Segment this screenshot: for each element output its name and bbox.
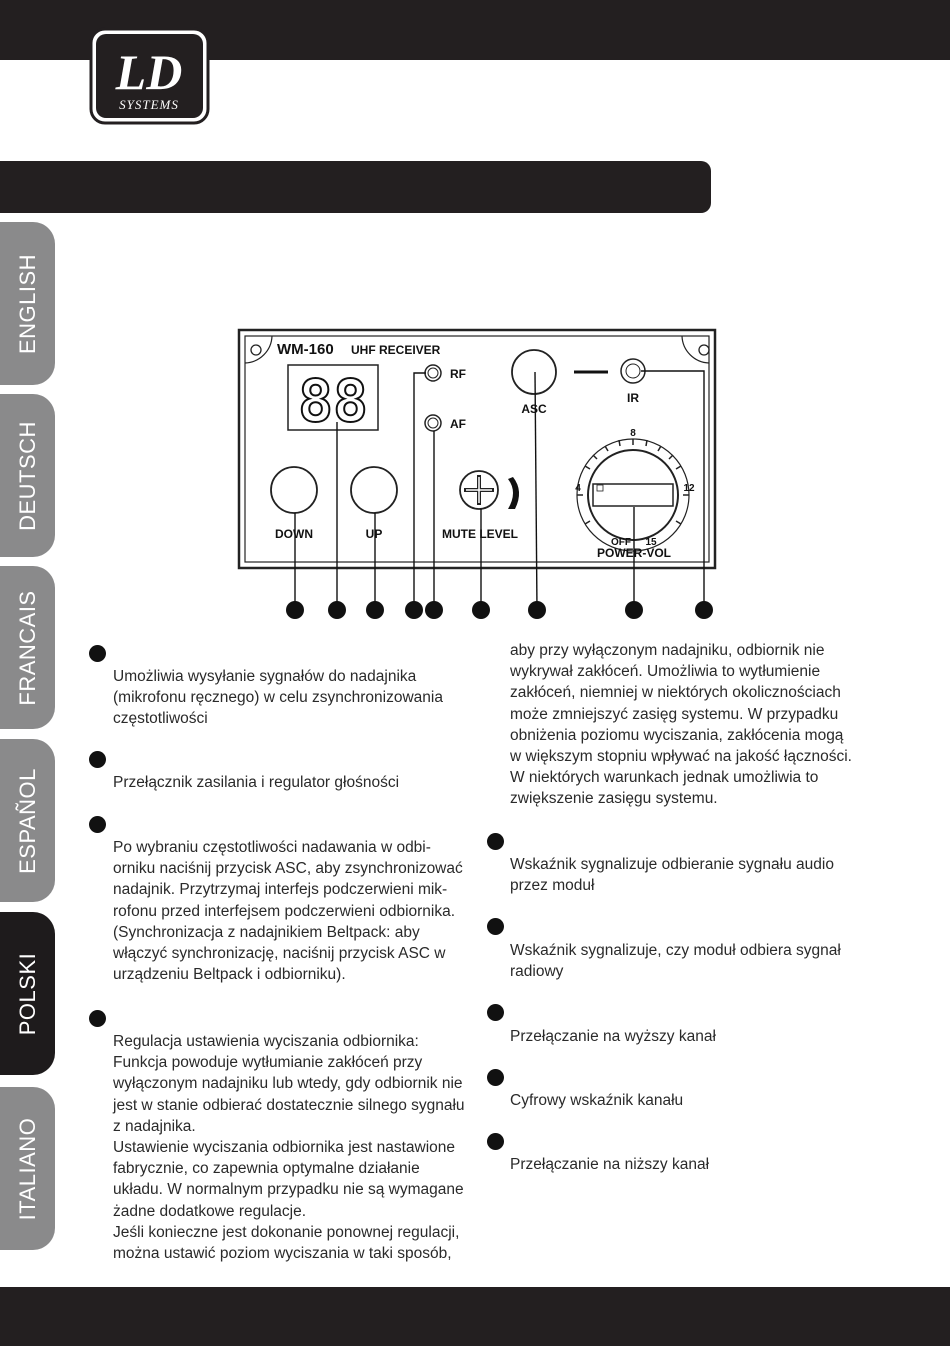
tab-label: POLSKI — [14, 952, 40, 1035]
right-item-2-text: Wskaźnik sygnalizuje, czy moduł odbiera sygnał radiowy — [510, 942, 841, 981]
bottom-bar — [0, 1287, 950, 1346]
af-label: AF — [450, 417, 466, 431]
left-item-3-text: Po wybraniu częstotliwości nadawania w odbi- orniku naciśnij przycisk ASC, aby zsynchronizować nadajnik. Przytrzymaj interfejs podczerwieni mik- rofonu przed interfejsem podczerwieni odbiornika. (Synchronizacja z nadajnikiem Beltpack: aby włączyć synchronizację, naciśnij przycisk ASC w urządzeniu Beltpack i odbiorniku). — [113, 839, 463, 984]
left-item-4-text: Regulacja ustawienia wyciszania odbiornika: Funkcja powoduje wytłumianie zakłóceń przy wyłączonym nadajniku lub wtedy, gdy odbiornik nie jest w stanie odbierać dostatecznie silnego sygnału z nadajnika. Ustawienie wyciszania odbiornika jest nastawione fabrycznie, co zapewnia optymalne działanie układu. W normalnym przypadku nie są wymagane żadne dodatkowe regulacje. Jeśli konieczne jest dokonanie ponownej regulacji, można ustawić poziom wyciszania w taki sposób, — [113, 1033, 465, 1263]
right-item-1-text: Wskaźnik sygnalizuje odbieranie sygnału audio przez moduł — [510, 856, 834, 895]
callout-dot-icon — [286, 601, 304, 619]
right-item-5-text: Przełączanie na niższy kanał — [510, 1156, 710, 1173]
bullet-dot-icon — [89, 1010, 106, 1027]
tab-francais[interactable] — [0, 566, 55, 729]
ld-systems-logo — [89, 27, 210, 125]
bullet-dot-icon — [487, 918, 504, 935]
right-continuation-text: aby przy wyłączonym nadajniku, odbiornik nie wykrywał zakłóceń. Umożliwia to wytłumienie zakłóceń, niemniej w niektórych okolicznościach może zmniejszyć zasięg systemu. W przypadku obniżenia poziomu wyciszania, zakłócenia mogą w większym stopniu wpływać na jakość łączności. W niektórych warunkach jednak umożliwia to zwiększenie zasięgu systemu. — [510, 642, 852, 808]
model-desc: UHF RECEIVER — [351, 343, 441, 357]
bullet-dot-icon — [487, 833, 504, 850]
bullet-dot-icon — [89, 816, 106, 833]
bullet-dot-icon — [487, 1004, 504, 1021]
tab-espanol[interactable] — [0, 739, 55, 902]
knob-off-label: OFF — [611, 537, 631, 548]
up-button — [351, 467, 397, 513]
mute-level-label: MUTE LEVEL — [441, 527, 519, 541]
callout-dot-icon — [528, 601, 546, 619]
tab-label: FRANCAIS — [14, 589, 40, 706]
callout-dot-icon — [328, 601, 346, 619]
callout-dot-icon — [405, 601, 423, 619]
bullet-dot-icon — [487, 1133, 504, 1150]
bullet-dot-icon — [487, 1069, 504, 1086]
up-label: UP — [365, 527, 383, 541]
display-digits: 88 — [298, 367, 368, 435]
model-name: WM-160 — [277, 341, 334, 358]
tab-english[interactable] — [0, 222, 55, 385]
callout-dots — [286, 601, 713, 619]
right-item-3-text: Przełączanie na wyższy kanał — [510, 1028, 716, 1045]
tab-label: ITALIANO — [14, 1117, 40, 1220]
asc-label: ASC — [521, 402, 547, 416]
asc-button — [512, 350, 556, 394]
callout-dot-icon — [425, 601, 443, 619]
rf-led-icon — [425, 365, 441, 381]
callout-dot-icon — [472, 601, 490, 619]
section-title-bar — [0, 161, 711, 213]
callout-dot-icon — [366, 601, 384, 619]
ir-label: IR — [627, 391, 639, 405]
tab-italiano[interactable] — [0, 1087, 55, 1250]
left-item-1-text: Umożliwia wysyłanie sygnałów do nadajnika (mikrofonu ręcznego) w celu zsynchronizowania częstotliwości — [113, 668, 443, 728]
knob-15-label: 15 — [645, 537, 657, 548]
callout-dot-icon — [625, 601, 643, 619]
down-button — [271, 467, 317, 513]
knob-8-label: 8 — [630, 428, 636, 439]
left-item-2-text: Przełącznik zasilania i regulator głośności — [113, 774, 400, 791]
af-led-icon — [425, 415, 441, 431]
tab-label: DEUTSCH — [14, 420, 40, 531]
tab-label: ESPAÑOL — [14, 767, 40, 874]
right-item-4-text: Cyfrowy wskaźnik kanału — [510, 1092, 684, 1109]
logo-main-text: LD — [115, 44, 183, 100]
rf-label: RF — [450, 367, 466, 381]
knob-12-label: 12 — [683, 483, 695, 494]
power-vol-label: POWER-VOL — [597, 546, 671, 560]
tab-deutsch[interactable] — [0, 394, 55, 557]
bullet-dot-icon — [89, 751, 106, 768]
down-label: DOWN — [275, 527, 313, 541]
logo-sub-text: SYSTEMS — [119, 97, 179, 112]
receiver-front-panel-diagram — [236, 327, 718, 620]
callout-dot-icon — [695, 601, 713, 619]
tab-polski[interactable] — [0, 912, 55, 1075]
knob-4-label: 4 — [575, 483, 581, 494]
bullet-dot-icon — [89, 645, 106, 662]
tab-label: ENGLISH — [14, 253, 40, 354]
